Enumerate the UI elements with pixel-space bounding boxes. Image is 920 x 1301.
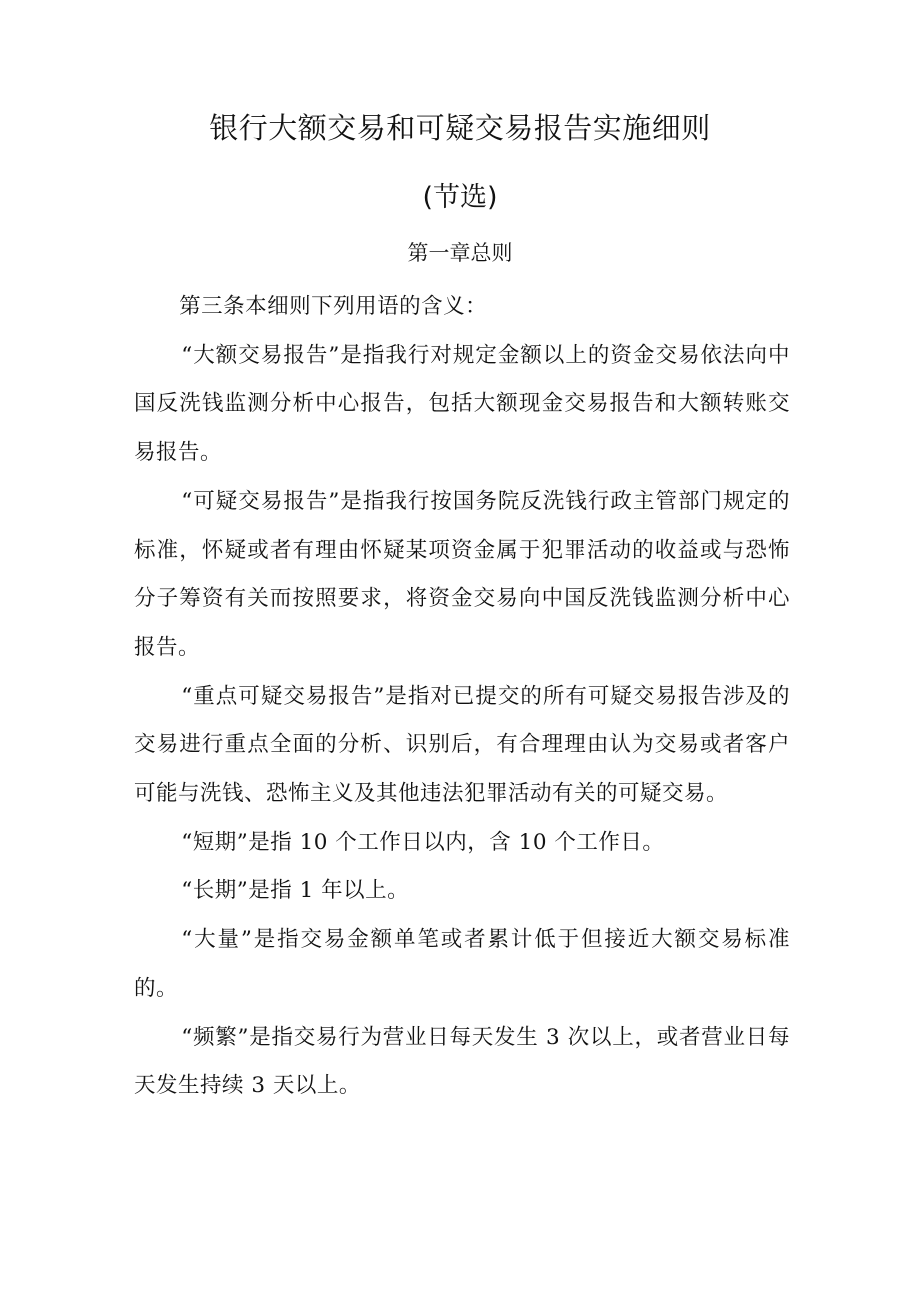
definition-paragraph: “频繁”是指交易行为营业日每天发生 3 次以上，或者营业日每天发生持续 3 天以上。	[134, 1024, 790, 1099]
definition-paragraph: “可疑交易报告”是指我行按国务院反洗钱行政主管部门规定的标准，怀疑或者有理由怀疑某项资金属于犯罪活动的收益或与恐怖分子筹资有关而按照要求，将资金交易向中国反洗钱监测分析中心报告。	[134, 488, 790, 660]
chapter-heading: 第一章总则	[407, 241, 513, 265]
definition-paragraph: “长期”是指 1 年以上。	[181, 878, 410, 904]
definition-paragraph: “大量”是指交易金额单笔或者累计低于但接近大额交易标准的。	[134, 927, 790, 1001]
definition-paragraph: “重点可疑交易报告”是指对已提交的所有可疑交易报告涉及的交易进行重点全面的分析、识别后，有合理理由认为交易或者客户可能与洗钱、恐怖主义及其他违法犯罪活动有关的可疑交易。	[134, 683, 790, 807]
document-title: 银行大额交易和可疑交易报告实施细则	[209, 111, 711, 145]
article-heading: 第三条本细则下列用语的含义：	[179, 294, 488, 319]
definition-paragraph: “大额交易报告”是指我行对规定金额以上的资金交易依法向中国反洗钱监测分析中心报告，包括大额现金交易报告和大额转账交易报告。	[134, 342, 790, 466]
document-subtitle: (节选)	[422, 182, 498, 213]
definition-paragraph: “短期”是指 10 个工作日以内，含 10 个工作日。	[181, 829, 665, 855]
document-body	[134, 283, 790, 1111]
